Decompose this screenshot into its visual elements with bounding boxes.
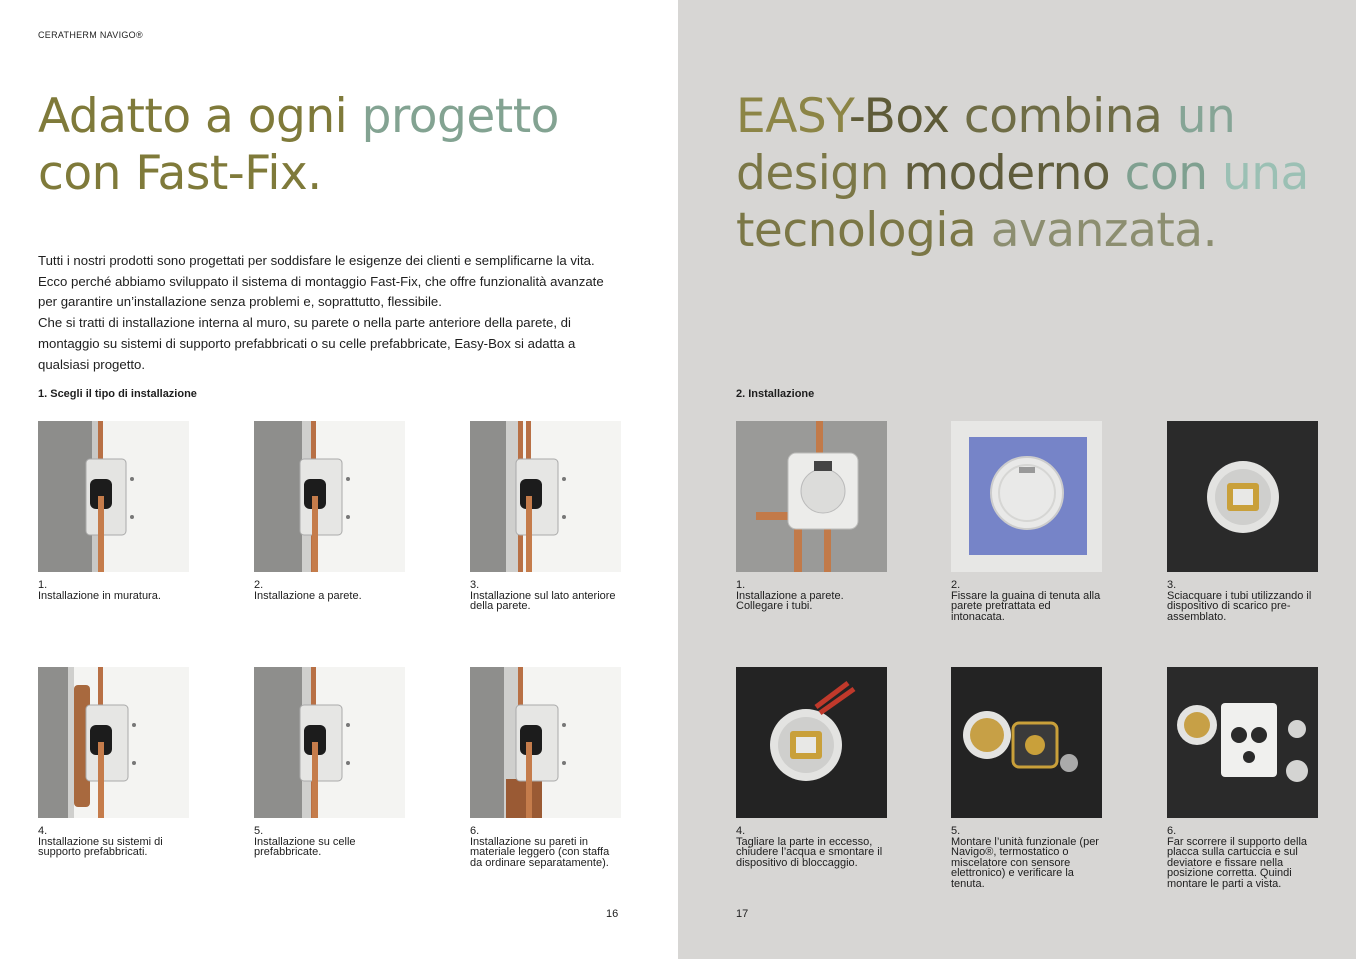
wall-box-illustration (470, 667, 621, 818)
headline-segment: con (1124, 146, 1222, 201)
install-type-caption (38, 580, 189, 601)
headline-segment: tecnologia (736, 203, 991, 258)
install-step-photo (951, 667, 1102, 818)
install-step-caption (951, 826, 1102, 889)
install-step-tile (951, 421, 1102, 622)
intro-paragraph: Che si tratti di installazione interna al muro, su parete o nella parte anteriore della parete, di montaggio su sistemi di supporto prefabbricati o su celle prefabbricate, Easy-Box si adatta a qualsiasi progetto. (38, 315, 576, 372)
install-step-tile (951, 667, 1102, 889)
install-type-tile (38, 421, 189, 601)
install-type-photo (254, 421, 405, 572)
install-type-caption (470, 826, 621, 868)
caption-number: 2. (254, 579, 264, 591)
install-step-caption (1167, 826, 1318, 889)
caption-text: Installazione su sistemi di supporto prefabbricati. (38, 835, 163, 858)
wall-box-illustration (254, 667, 405, 818)
install-type-photo (38, 421, 189, 572)
cutting-tool-illustration (736, 667, 887, 818)
headline-segment: moderno (903, 146, 1125, 201)
caption-number: 2. (951, 579, 961, 591)
page-right (678, 0, 1356, 959)
install-step-tile (736, 421, 887, 612)
headline-right (736, 88, 1336, 259)
caption-text: Montare l’unità funzionale (per Navigo®, termostatico o miscelatore con sensore elettronico) e verificare la tenuta. (951, 835, 1099, 890)
caption-text: Installazione in muratura. (38, 589, 161, 602)
pipes-box-illustration (736, 421, 887, 572)
wall-box-illustration (470, 421, 621, 572)
install-step-tile (736, 667, 887, 868)
caption-text: Fissare la guaina di tenuta alla parete pretrattata ed intonacata. (951, 589, 1101, 623)
caption-number: 3. (1167, 579, 1177, 591)
caption-number: 1. (38, 579, 48, 591)
headline-segment: Adatto a ogni (38, 89, 362, 144)
install-step-caption (736, 580, 887, 612)
flush-device-illustration (1167, 421, 1318, 572)
install-type-caption (254, 826, 405, 858)
headline-segment: una (1221, 146, 1309, 201)
caption-text: Far scorrere il supporto della placca sulla cartuccia e sul deviatore e fissare nella posizione corretta. Quindi montare le parti a vista. (1167, 835, 1308, 890)
install-step-photo (736, 667, 887, 818)
install-type-photo (470, 421, 621, 572)
caption-text: Installazione su celle prefabbricate. (254, 835, 356, 858)
install-step-photo (1167, 667, 1318, 818)
install-type-tile (470, 667, 621, 868)
caption-number: 5. (951, 825, 961, 837)
headline-segment: EASY (736, 89, 849, 144)
caption-text: Tagliare la parte in eccesso, chiudere l’acqua e smontare il dispositivo di bloccaggio. (736, 835, 883, 869)
wall-box-illustration (38, 421, 189, 572)
caption-number: 5. (254, 825, 264, 837)
caption-text: Sciacquare i tubi utilizzando il dispositivo di scarico pre-assemblato. (1167, 589, 1312, 623)
install-step-tile (1167, 421, 1318, 622)
caption-text: Installazione a parete. (254, 589, 362, 602)
caption-number: 3. (470, 579, 480, 591)
page-number: 17 (736, 908, 749, 920)
caption-text: Installazione sul lato anteriore della parete. (470, 589, 616, 612)
caption-text: Installazione a parete. Collegare i tubi. (736, 589, 844, 612)
caption-number: 6. (1167, 825, 1177, 837)
install-step-photo (1167, 421, 1318, 572)
install-step-photo (736, 421, 887, 572)
install-step-tile (1167, 667, 1318, 889)
headline-left (38, 88, 658, 202)
intro-text (38, 251, 613, 375)
install-type-caption (254, 580, 405, 601)
section-label-installation-type: 1. Scegli il tipo di installazione (38, 388, 197, 400)
caption-text: Installazione su pareti in materiale leggero (con staffa da ordinare separatamente). (470, 835, 610, 869)
headline-segment: progetto (361, 89, 559, 144)
functional-unit-illustration (951, 667, 1102, 818)
install-type-tile (254, 667, 405, 858)
install-step-caption (1167, 580, 1318, 622)
install-type-tile (254, 421, 405, 601)
page-number: 16 (606, 908, 619, 920)
cover-plate-illustration (1167, 667, 1318, 818)
headline-segment: design (736, 146, 904, 201)
headline-segment: con Fast-Fix. (38, 146, 322, 201)
headline-segment: -Box (848, 89, 964, 144)
sealing-sleeve-illustration (951, 421, 1102, 572)
install-step-caption (736, 826, 887, 868)
section-label-installation: 2. Installazione (736, 388, 815, 400)
caption-number: 4. (38, 825, 48, 837)
headline-segment: un (1176, 89, 1236, 144)
caption-number: 1. (736, 579, 746, 591)
install-type-photo (38, 667, 189, 818)
headline-segment: combina (963, 89, 1177, 144)
brand-header: CERATHERM NAVIGO® (38, 30, 143, 40)
install-type-tile (38, 667, 189, 858)
install-type-photo (254, 667, 405, 818)
install-step-caption (951, 580, 1102, 622)
install-type-tile (470, 421, 621, 612)
caption-number: 4. (736, 825, 746, 837)
wall-box-illustration (254, 421, 405, 572)
install-type-caption (38, 826, 189, 858)
wall-box-illustration (38, 667, 189, 818)
install-step-photo (951, 421, 1102, 572)
install-type-caption (470, 580, 621, 612)
headline-segment: avanzata. (990, 203, 1218, 258)
intro-paragraph: Tutti i nostri prodotti sono progettati per soddisfare le esigenze dei clienti e semplificarne la vita. Ecco perché abbiamo sviluppato il sistema di montaggio Fast-Fix, che offre funzionalità avanzate per garantire un’installazione senza problemi e, soprattutto, flessibile. (38, 253, 604, 310)
install-type-photo (470, 667, 621, 818)
caption-number: 6. (470, 825, 480, 837)
